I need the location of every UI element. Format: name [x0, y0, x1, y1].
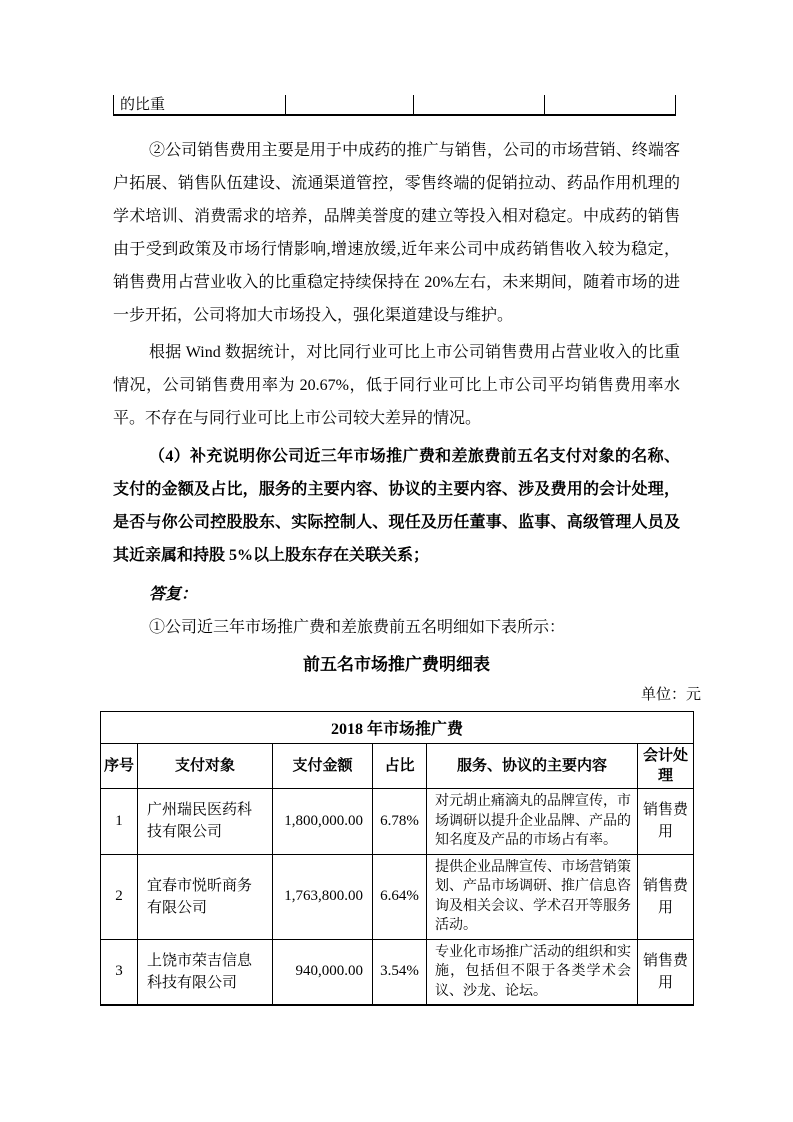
cell-content: 专业化市场推广活动的组织和实施，包括但不限于各类学术会议、沙龙、论坛。: [427, 939, 638, 1005]
cell-amount: 940,000.00: [273, 939, 373, 1005]
cell-content: 提供企业品牌宣传、市场营销策划、产品市场调研、推广信息咨询及相关会议、学术召开等服务活动。: [427, 854, 638, 939]
col-header-accounting: 会计处理: [638, 744, 694, 789]
cell-accounting: 销售费用: [638, 939, 694, 1005]
paragraph-sales-expense: ②公司销售费用主要是用于中成药的推广与销售，公司的市场营销、终端客户拓展、销售队伍建设、流通渠道管控，零售终端的促销拉动、药品作用机理的学术培训、消费需求的培养，品牌美誉度的建立等投入相对稳定。中成药的销售由于受到政策及市场行情影响,增速放缓,近年来公司中成药销售收入较为稳定，销售费用占营业收入的比重稳定持续保持在 20%左右，未来期间，随着市场的进一步开拓，公司将加大市场投入，强化渠道建设与维护。: [113, 142, 680, 324]
cell-no: 2: [101, 854, 138, 939]
cell-payee: 广州瑞民医药科技有限公司: [138, 789, 273, 855]
fragment-cell-empty: [285, 95, 413, 114]
table-band-row: [101, 712, 694, 744]
table-row: [101, 789, 694, 855]
reply-label: 答复：: [149, 586, 198, 603]
question-4-heading: （4）补充说明你公司近三年市场推广费和差旅费前五名支付对象的名称、支付的金额及占比，服务的主要内容、协议的主要内容、涉及费用的会计处理，是否与你公司控股股东、实际控制人、现任及历任董事、监事、高级管理人员及其近亲属和持股 5%以上股东存在关联关系；: [113, 448, 680, 564]
cell-payee: 宜春市悦昕商务有限公司: [138, 854, 273, 939]
col-header-content: 服务、协议的主要内容: [427, 744, 638, 789]
col-header-amount: 支付金额: [273, 744, 373, 789]
cell-ratio: 3.54%: [373, 939, 427, 1005]
table-row: [101, 854, 694, 939]
fragment-cell-label: 的比重: [113, 95, 285, 114]
cell-amount: 1,763,800.00: [273, 854, 373, 939]
promo-fee-table: [100, 711, 694, 1006]
cell-amount: 1,800,000.00: [273, 789, 373, 855]
cell-no: 3: [101, 939, 138, 1005]
table-row: [101, 939, 694, 1005]
reply-intro: ①公司近三年市场推广费和差旅费前五名明细如下表所示：: [149, 619, 566, 636]
cell-ratio: 6.78%: [373, 789, 427, 855]
cell-accounting: 销售费用: [638, 854, 694, 939]
paragraph-wind-comparison: 根据 Wind 数据统计，对比同行业可比上市公司销售费用占营业收入的比重情况，公司销售费用率为 20.67%，低于同行业可比上市公司平均销售费用率水平。不存在与同行业可比上市公司较大差异的情况。: [113, 344, 680, 427]
cell-ratio: 6.64%: [373, 854, 427, 939]
band-header-2018: 2018 年市场推广费: [101, 712, 694, 744]
table-header-row: [101, 744, 694, 789]
fragment-cell-empty: [413, 95, 544, 114]
table-title: 前五名市场推广费明细表: [303, 655, 490, 674]
cell-payee: 上饶市荣吉信息科技有限公司: [138, 939, 273, 1005]
unit-label: 单位：元: [640, 687, 701, 703]
top-truncated-table: [113, 95, 676, 116]
cell-accounting: 销售费用: [638, 789, 694, 855]
cell-no: 1: [101, 789, 138, 855]
col-header-payee: 支付对象: [138, 744, 273, 789]
cell-content: 对元胡止痛滴丸的品牌宣传，市场调研以提升企业品牌、产品的知名度及产品的市场占有率。: [427, 789, 638, 855]
col-header-ratio: 占比: [373, 744, 427, 789]
fragment-cell-empty: [544, 95, 676, 114]
col-header-no: 序号: [101, 744, 138, 789]
